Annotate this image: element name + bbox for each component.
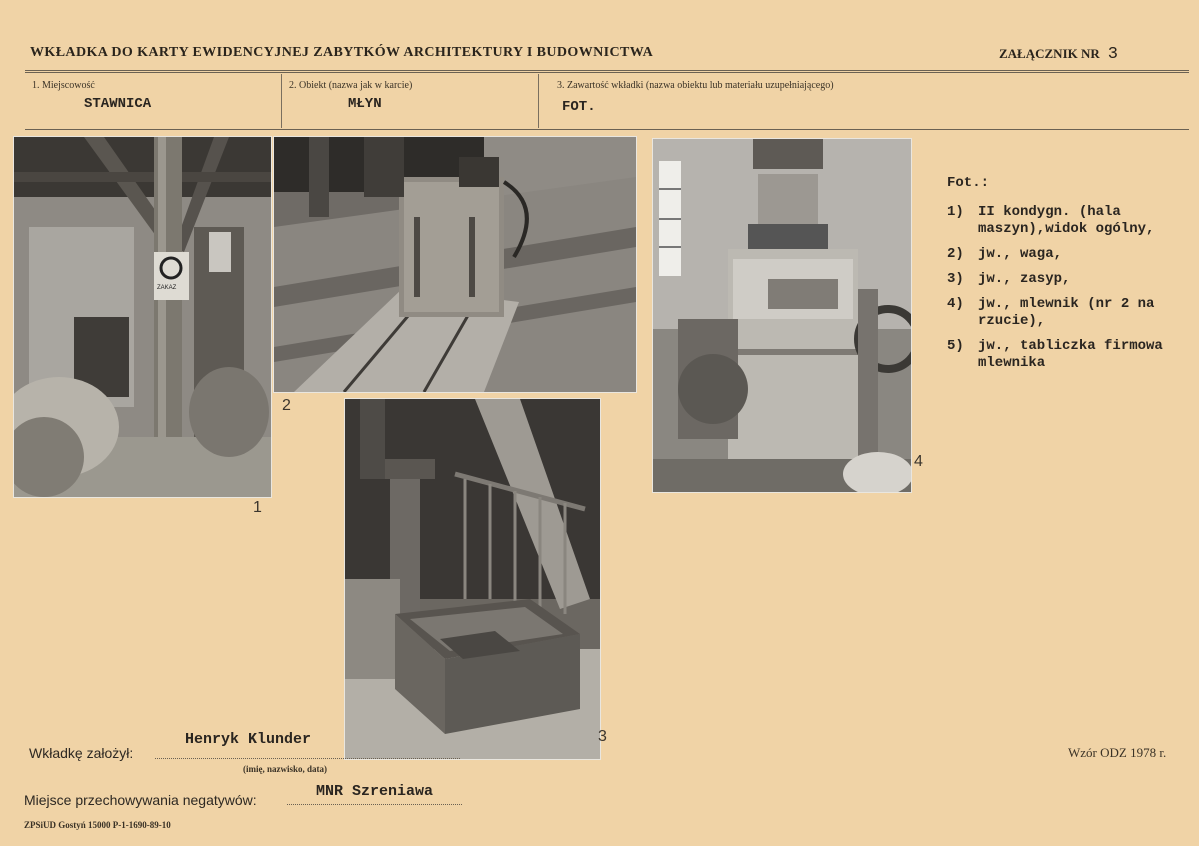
header-rule-thin [25,72,1189,73]
annex-number [999,45,1118,64]
fields-rule [25,129,1189,130]
field-label-locality: 1. Miejscowość [32,80,95,91]
annex-value: 3 [1107,45,1118,64]
field-value-contents: FOT. [562,99,596,115]
field-value-locality: STAWNICA [84,96,152,112]
storage-line [287,804,462,805]
photo-legend [947,175,1199,380]
storage-value: MNR Szreniawa [316,783,434,800]
photo-4 [652,138,912,493]
photo-1-label: 1 [253,499,262,516]
legend-item: 2) jw., waga, [947,246,1063,262]
form-version: Wzór ODZ 1978 r. [1068,745,1167,760]
photo-2-label: 2 [282,397,291,414]
printer-info: ZPSiUD Gostyń 15000 P-1-1690-89-10 [24,820,171,830]
field-divider [281,74,282,128]
legend-item: 5) jw., tabliczka firmowa mlewnika [947,338,1172,371]
photo-2 [273,136,637,393]
photo-4-label: 4 [914,453,923,470]
form-title: WKŁADKA DO KARTY EWIDENCYJNEJ ZABYTKÓW ARCHITEKTURY I BUDOWNICTWA [30,45,654,60]
header-rule [25,70,1189,71]
storage-label: Miejsce przechowywania negatywów: [24,792,257,808]
founder-line [155,758,460,759]
founder-value: Henryk Klunder [185,731,312,748]
founder-label: Wkładkę założył: [29,745,134,761]
field-label-contents: 3. Zawartość wkładki (nazwa obiektu lub materiału uzupełniającego) [557,80,834,91]
legend-item: 1) II kondygn. (hala maszyn),widok ogólny, [947,204,1155,237]
annex-label: ZAŁĄCZNIK NR [999,46,1100,61]
field-value-object: MŁYN [348,96,382,112]
photo-3 [344,398,601,760]
legend-item: 3) jw., zasyp, [947,271,1071,287]
photo-3-label: 3 [598,728,607,745]
photo-sign-text: ZAKAZ [157,285,177,291]
photo-1 [13,136,272,498]
field-label-object: 2. Obiekt (nazwa jak w karcie) [289,80,413,91]
field-divider [538,74,539,128]
legend-item: 4) jw., mlewnik (nr 2 na rzucie), [947,296,1163,329]
founder-hint: (imię, nazwisko, data) [243,764,327,774]
legend-title: Fot.: [947,175,990,191]
